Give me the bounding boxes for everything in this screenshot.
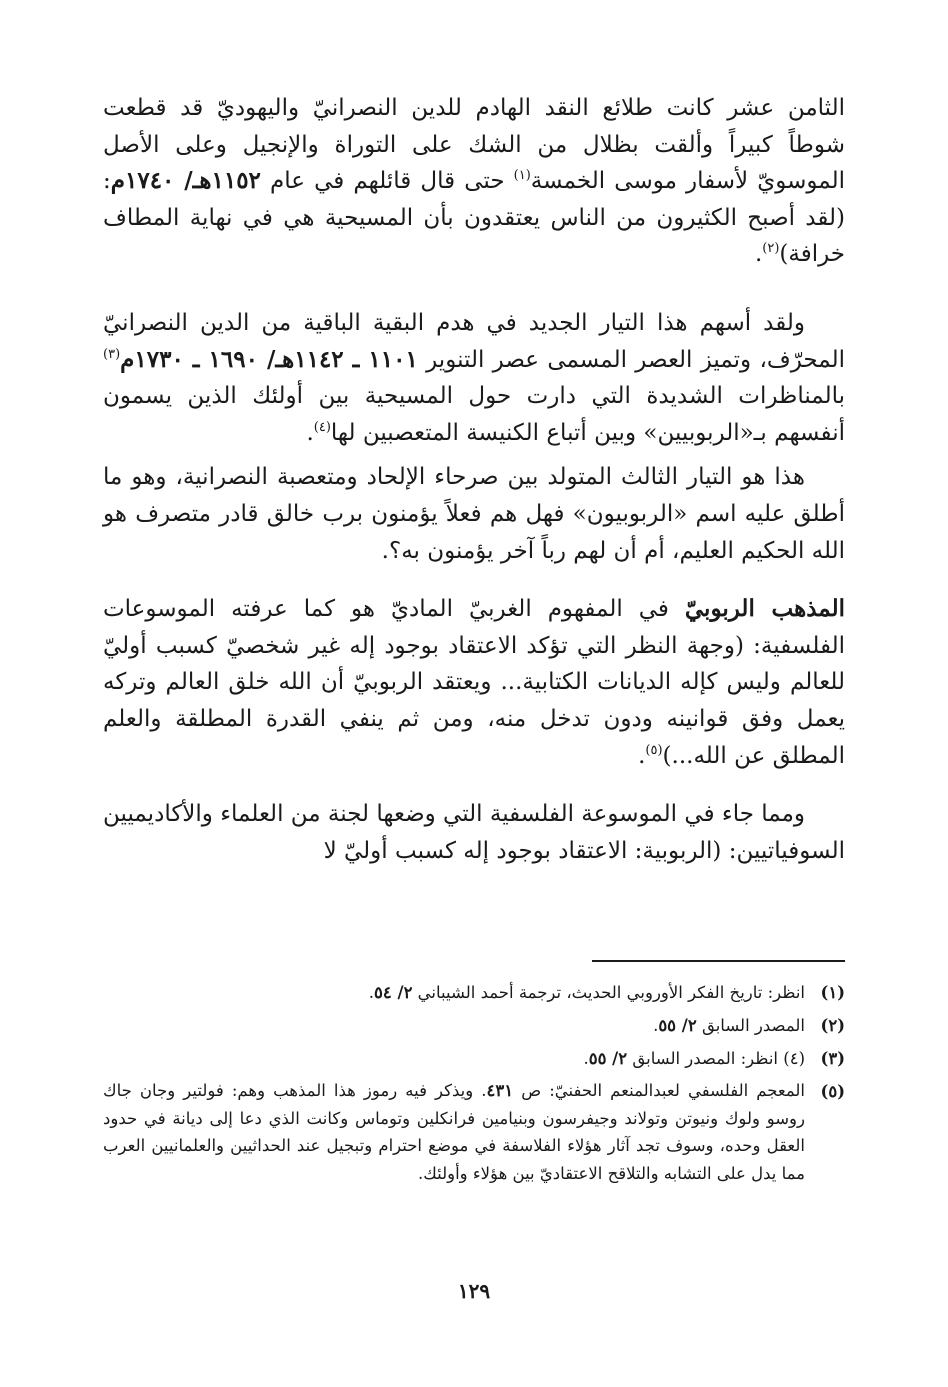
paragraph-2-end: . <box>306 419 314 446</box>
paragraph-1-text-a: الثامن عشر كانت طلائع النقد الهادم للدين النصرانيّ واليهوديّ قد قطعت شوطاً كبيراً وألقت بظلال من الشك على التوراة والإنجيل وعلى الأصل الموسويّ لأسفار موسى الخمسة <box>103 95 845 195</box>
paragraph-1-text-b: حتى قال قائلهم في عام <box>260 168 514 195</box>
paragraph-3-text: هذا هو التيار الثالث المتولد بين صرحاء الإلحاد ومتعصبة النصرانية، وهو ما أطلق عليه اسم «الربوبيون» فهل هم فعلاً يؤمنون برب خالق قادر متصرف هو الله الحكيم العليم، أم أن لهم رباً آخر يؤمنون به؟. <box>103 464 845 564</box>
footnote-text <box>103 1011 805 1040</box>
paragraph-2-text-a: ولقد أسهم هذا التيار الجديد في هدم البقية الباقية من الدين النصرانيّ المحرّف، وتميز العصر المسمى عصر التنوير <box>103 309 845 373</box>
footnote-end: . <box>368 983 375 1002</box>
paragraph-2-text-b: بالمناظرات الشديدة التي دارت حول المسيحية بين أولئك الذين يسمون أنفسهم بـ«الربوبيين» وبين أتباع الكنيسة المتعصبين لها <box>103 383 845 446</box>
footnote-2 <box>103 1011 845 1040</box>
paragraph-5 <box>103 796 845 869</box>
footnote-page-ref: ٢/ ٥٥ <box>588 1049 628 1068</box>
paragraph-4 <box>103 591 845 774</box>
footnote-number: (٥) <box>820 1082 845 1101</box>
footnote-body: (٤) انظر: المصدر السابق <box>627 1049 805 1068</box>
footnote-page-ref: ٤٣١ <box>486 1081 514 1100</box>
paragraph-5-text: ومما جاء في الموسوعة الفلسفية التي وضعها لجنة من العلماء والأكاديميين السوفياتيين: (الربوبية: الاعتقاد بوجود إله كسبب أوليّ لا <box>103 801 845 864</box>
footnotes <box>103 978 845 1191</box>
footnote-ref-3: (٣) <box>103 346 121 362</box>
footnote-1 <box>103 978 845 1007</box>
paragraph-4-end: . <box>638 742 646 769</box>
paragraph-4-text: في المفهوم الغربيّ الماديّ هو كما عرفته الموسوعات الفلسفية: (وجهة النظر التي تؤكد الاعتقاد بوجود إله غير شخصيّ كسبب أوليّ للعالم وليس كإله الديانات الكتابية... ويعتقد الربوبيّ أن الله خلق العالم وتركه يعمل وفق قوانينه ودون تدخل منه، ومن ثم ينفي القدرة المطلقة والعلم المطلق عن الله...) <box>103 596 845 769</box>
footnote-body: المعجم الفلسفي لعبدالمنعم الحفنيّ: ص <box>513 1081 805 1100</box>
footnote-end: . <box>583 1049 589 1068</box>
footnote-end: . ويذكر فيه رموز هذا المذهب وهم: فولتير وجان جاك روسو ولوك ونيوتن وتولاند وجيفرسون وبنيامين فرانكلين وتوماس وكانت الذي دعا إلى ديانة في حدود العقل وحده، وسوف تجد آثار هؤلاء الفلاسفة في موضع احترام وتبجيل عند الحداثيين والعلمانيين العرب مما يدل على التشابه والتلاقح الاعتقاديّ بين هؤلاء وأولئك. <box>103 1081 805 1183</box>
main-text <box>103 90 845 869</box>
footnote-ref-1: (١) <box>513 168 531 184</box>
paragraph-1-text-c: : (لقد أصبح الكثيرون من الناس يعتقدون بأن المسيحية هي في نهاية المطاف خرافة) <box>103 168 845 268</box>
footnote-text <box>103 978 805 1007</box>
footnote-page-ref: ٢/ ٥٤ <box>374 983 413 1002</box>
footnote-text <box>103 1044 805 1073</box>
date-1152: ١١٥٢هـ/ ١٧٤٠م <box>110 167 261 195</box>
paragraph-1 <box>103 90 845 273</box>
footnote-ref-2: (٢) <box>762 241 780 257</box>
paragraph-1-end: . <box>754 241 763 268</box>
paragraph-3 <box>103 459 845 569</box>
footnote-ref-5: (٥) <box>645 742 663 758</box>
footnote-ref-4: (٤) <box>313 419 331 435</box>
footnote-number: (٣) <box>820 1049 845 1068</box>
footnote-5 <box>103 1077 845 1187</box>
paragraph-2 <box>103 305 845 451</box>
footnote-body: المصدر السابق <box>696 1016 805 1035</box>
footnote-text <box>103 1077 805 1187</box>
footnote-body: انظر: تاريخ الفكر الأوروبي الحديث، ترجمة أحمد الشيباني <box>412 983 805 1002</box>
footnote-separator <box>592 960 845 962</box>
footnote-number: (١) <box>820 983 845 1002</box>
footnote-3 <box>103 1044 845 1073</box>
footnote-number: (٢) <box>820 1016 845 1035</box>
deism-term: المذهب الربوبيّ <box>684 595 845 623</box>
enlightenment-dates: ١١٠١ ـ ١١٤٢هـ/ ١٦٩٠ ـ ١٧٣٠م <box>120 345 418 373</box>
page-number: ١٢٩ <box>457 1279 491 1303</box>
footnote-page-ref: ٢/ ٥٥ <box>658 1016 697 1035</box>
footnote-end: . <box>653 1016 659 1035</box>
